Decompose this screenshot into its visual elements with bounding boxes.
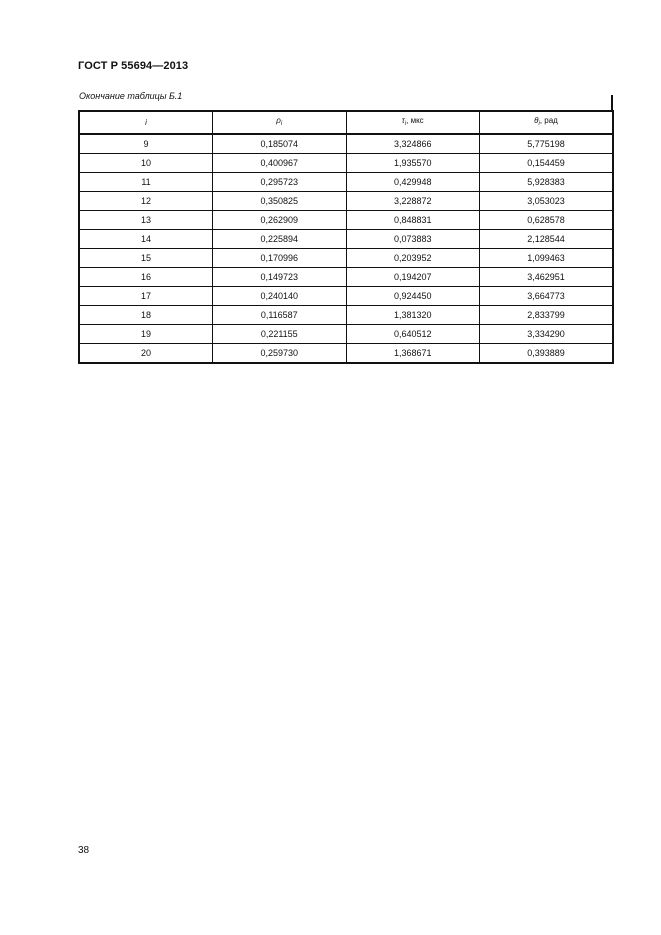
- data-table-container: [78, 110, 614, 364]
- table-cell: 3,462951: [480, 268, 614, 287]
- table-cell: 12: [79, 192, 213, 211]
- table-cell: 2,833799: [480, 306, 614, 325]
- table-cell: 5,928383: [480, 173, 614, 192]
- column-header-i: i: [79, 111, 213, 134]
- table-cell: 1,935570: [346, 154, 480, 173]
- table-cell: 0,848831: [346, 211, 480, 230]
- table-cell: 5,775198: [480, 134, 614, 154]
- table-cell: 17: [79, 287, 213, 306]
- table-cell: 3,664773: [480, 287, 614, 306]
- table-cell: 0,924450: [346, 287, 480, 306]
- table-cell: 0,203952: [346, 249, 480, 268]
- table-cell: 3,053023: [480, 192, 614, 211]
- document-code: ГОСТ Р 55694—2013: [78, 60, 189, 72]
- table-header-row: [79, 111, 613, 134]
- table-cell: 14: [79, 230, 213, 249]
- table-cell: 0,429948: [346, 173, 480, 192]
- table-cell: 1,099463: [480, 249, 614, 268]
- table-cell: 0,073883: [346, 230, 480, 249]
- table-row: [79, 211, 613, 230]
- table-cell: 9: [79, 134, 213, 154]
- table-cell: 0,154459: [480, 154, 614, 173]
- table-cell: 15: [79, 249, 213, 268]
- table-cell: 0,240140: [213, 287, 347, 306]
- table-cell: 16: [79, 268, 213, 287]
- table-cell: 0,295723: [213, 173, 347, 192]
- table-continuation-mark: [611, 95, 613, 111]
- table-cell: 0,221155: [213, 325, 347, 344]
- table-row: [79, 268, 613, 287]
- page-number: 38: [78, 845, 90, 856]
- table-row: [79, 306, 613, 325]
- table-row: [79, 134, 613, 154]
- table-row: [79, 192, 613, 211]
- table-cell: 0,149723: [213, 268, 347, 287]
- table-cell: 3,334290: [480, 325, 614, 344]
- table-cell: 0,116587: [213, 306, 347, 325]
- table-cell: 3,324866: [346, 134, 480, 154]
- table-cell: 0,393889: [480, 344, 614, 364]
- table-cell: 0,640512: [346, 325, 480, 344]
- table-cell: 19: [79, 325, 213, 344]
- table-row: [79, 249, 613, 268]
- table-cell: 11: [79, 173, 213, 192]
- table-row: [79, 287, 613, 306]
- table-cell: 20: [79, 344, 213, 364]
- table-cell: 3,228872: [346, 192, 480, 211]
- table-caption: Окончание таблицы Б.1: [79, 91, 183, 101]
- table-cell: 2,128544: [480, 230, 614, 249]
- table-body: [79, 134, 613, 363]
- table-cell: 10: [79, 154, 213, 173]
- table-cell: 0,225894: [213, 230, 347, 249]
- table-cell: 1,381320: [346, 306, 480, 325]
- table-cell: 0,185074: [213, 134, 347, 154]
- table-cell: 0,628578: [480, 211, 614, 230]
- table-cell: 1,368671: [346, 344, 480, 364]
- column-header-theta: $\theta_i$, рад: [480, 111, 614, 134]
- table-cell: 13: [79, 211, 213, 230]
- table-row: [79, 325, 613, 344]
- table-cell: 0,262909: [213, 211, 347, 230]
- table-cell: 0,400967: [213, 154, 347, 173]
- table-cell: 0,350825: [213, 192, 347, 211]
- table-row: [79, 230, 613, 249]
- data-table: [78, 110, 614, 364]
- table-row: [79, 173, 613, 192]
- table-cell: 0,194207: [346, 268, 480, 287]
- table-row: [79, 344, 613, 364]
- table-cell: 18: [79, 306, 213, 325]
- table-cell: 0,170996: [213, 249, 347, 268]
- table-cell: 0,259730: [213, 344, 347, 364]
- column-header-tau: $\tau_i$, мкс: [346, 111, 480, 134]
- table-row: [79, 154, 613, 173]
- column-header-rho: $\rho_i$: [213, 111, 347, 134]
